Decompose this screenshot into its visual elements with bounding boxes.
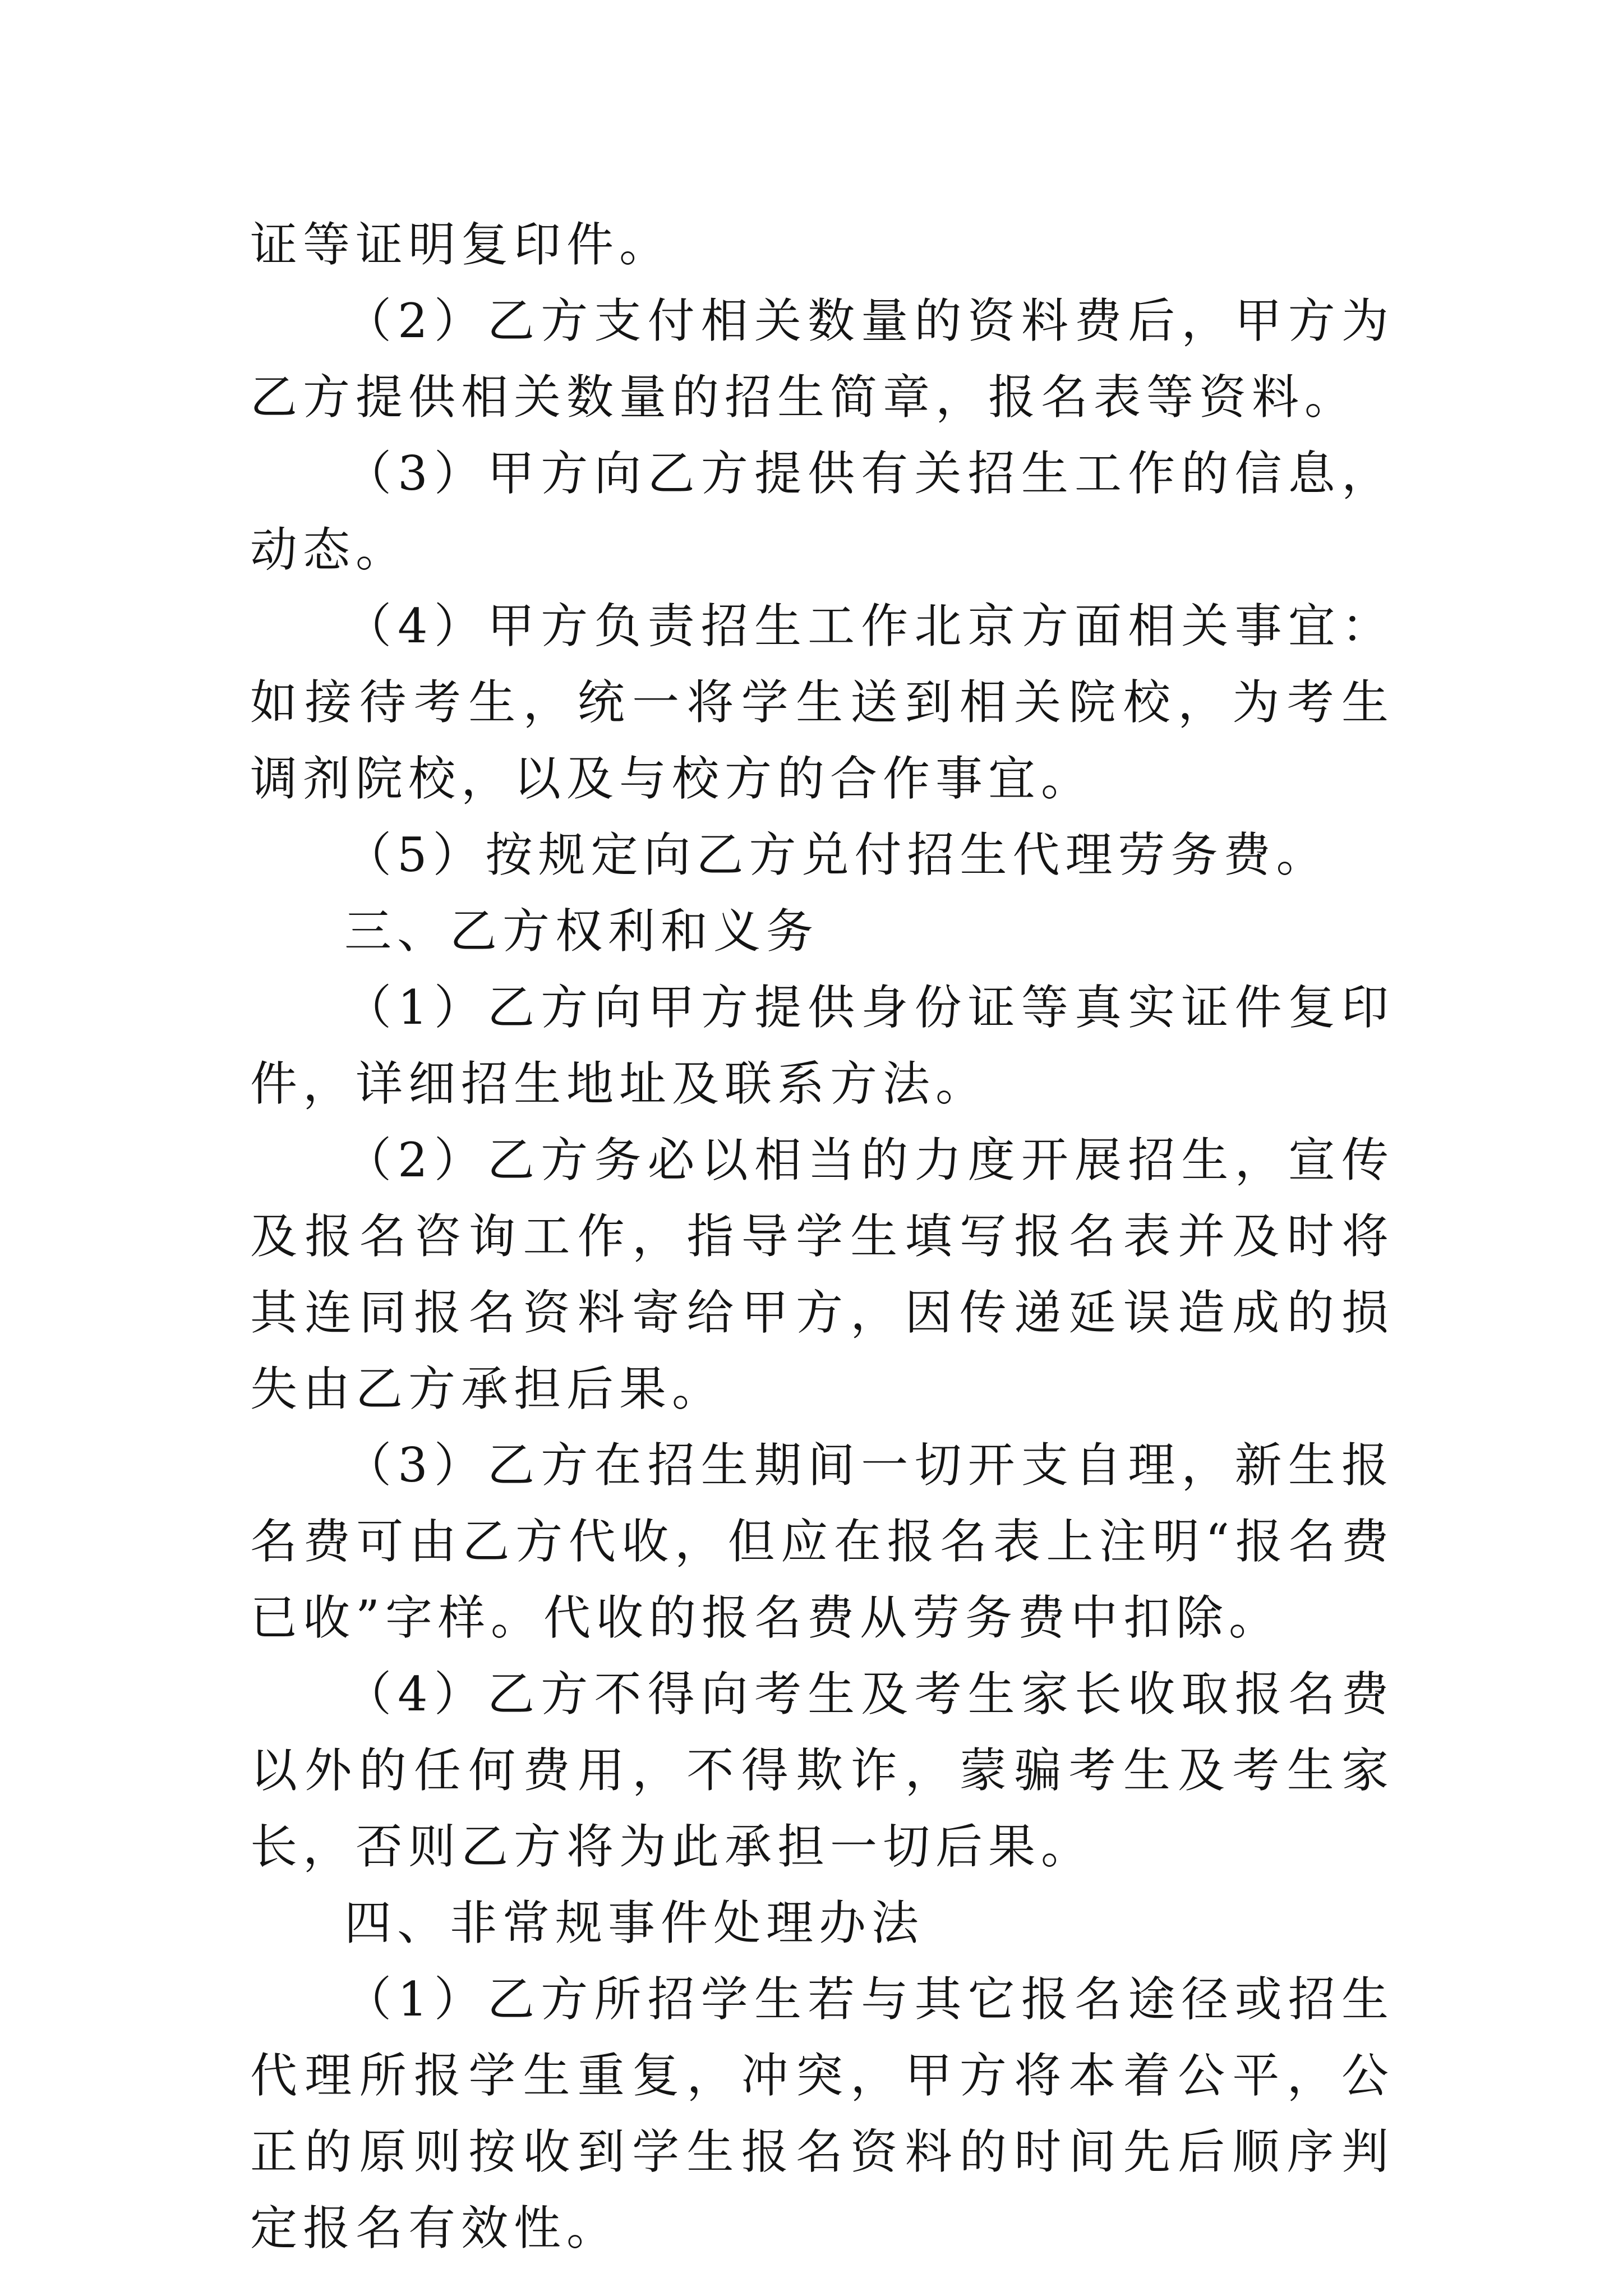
paragraph-item-5: （5）按规定向乙方兑付招生代理劳务费。 <box>344 827 1329 882</box>
paragraph-item-3: （3）甲方向乙方提供有关招生工作的信息，动态。 <box>250 446 1394 577</box>
paragraph-item-3-1: （1）乙方向甲方提供身份证等真实证件复印件，详细招生地址及联系方法。 <box>250 980 1394 1111</box>
paragraph-continuation: 证等证明复印件。 <box>250 217 672 272</box>
paragraph-item-3-2: （2）乙方务必以相当的力度开展招生，宣传及报名咨询工作，指导学生填写报名表并及时将其连同报名资料寄给甲方，因传递延误造成的损失由乙方承担后果。 <box>250 1133 1394 1416</box>
document-body <box>250 206 1394 2266</box>
paragraph-item-3-4: （4）乙方不得向考生及考生家长收取报名费以外的任何费用，不得欺诈，蒙骗考生及考生家长，否则乙方将为此承担一切后果。 <box>250 1667 1394 1874</box>
paragraph-item-3-3: （3）乙方在招生期间一切开支自理，新生报名费可由乙方代收，但应在报名表上注明“报名费已收”字样。代收的报名费从劳务费中扣除。 <box>250 1438 1394 1645</box>
paragraph-item-2: （2）乙方支付相关数量的资料费后，甲方为乙方提供相关数量的招生简章，报名表等资料。 <box>250 293 1394 425</box>
paragraph-item-4: （4）甲方负责招生工作北京方面相关事宜：如接待考生，统一将学生送到相关院校，为考生调剂院校，以及与校方的合作事宜。 <box>250 599 1394 806</box>
section-heading-4: 四、非常规事件处理办法 <box>344 1895 925 1950</box>
section-heading-3: 三、乙方权利和义务 <box>344 904 819 959</box>
paragraph-item-4-1: （1）乙方所招学生若与其它报名途径或招生代理所报学生重复，冲突，甲方将本着公平，公正的原则按收到学生报名资料的时间先后顺序判定报名有效性。 <box>250 1972 1394 2256</box>
